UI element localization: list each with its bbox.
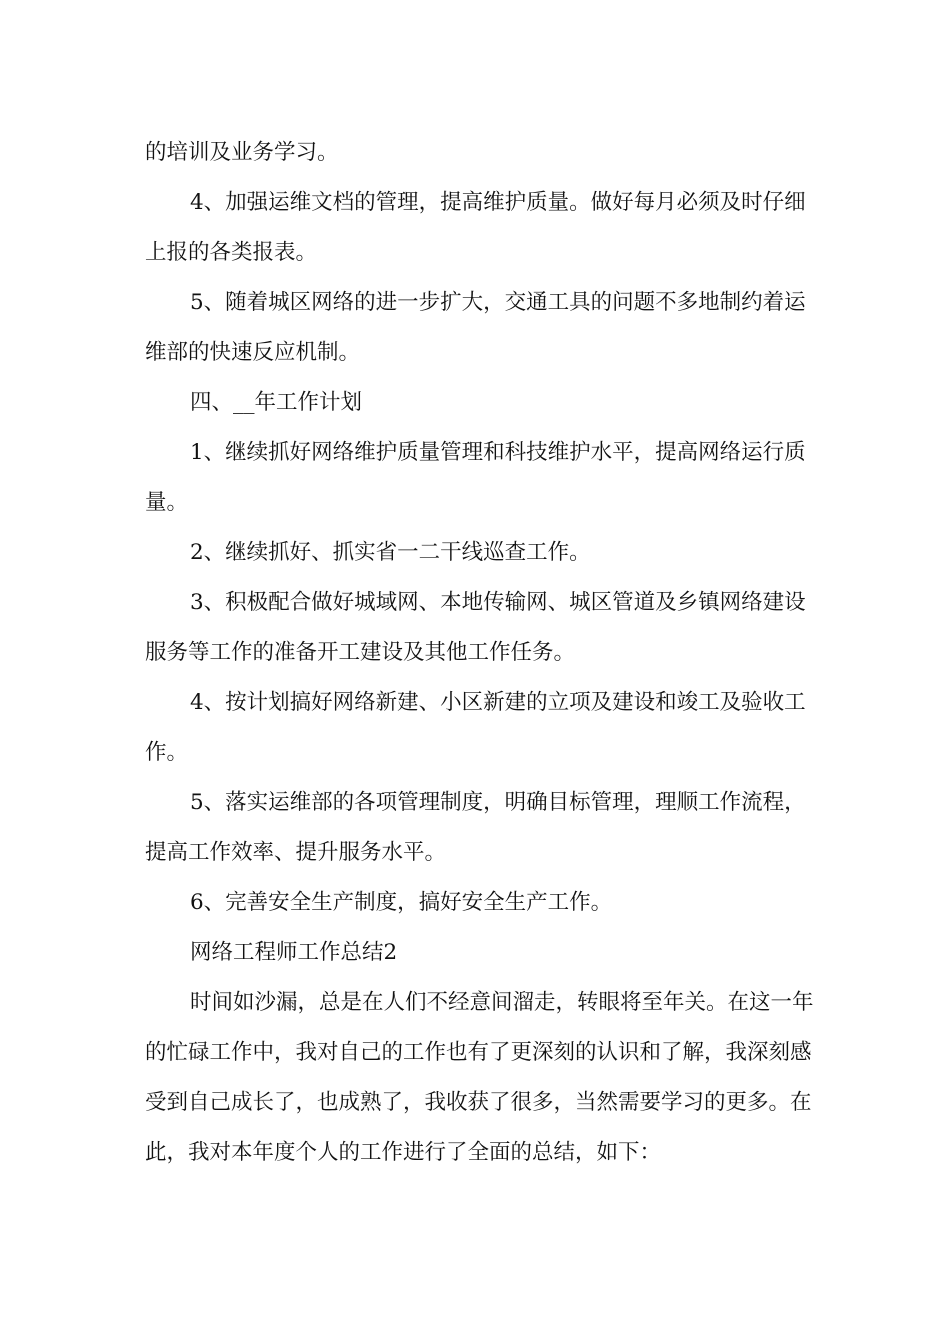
plan-item-6: 6、完善安全生产制度，搞好安全生产工作。 [190, 890, 613, 915]
plan-item-5: 5、落实运维部的各项管理制度，明确目标管理，理顺工作流程，提高工作效率、提升服务水平。 [145, 790, 806, 865]
paragraph-item-4-docs: 4、加强运维文档的管理，提高维护质量。做好每月必须及时仔细上报的各类报表。 [145, 190, 806, 265]
section-heading-plan: 四、__年工作计划 [190, 390, 363, 415]
paragraph-continuation: 的培训及业务学习。 [145, 140, 339, 165]
summary-intro-paragraph: 时间如沙漏，总是在人们不经意间溜走，转眼将至年关。在这一年的忙碌工作中，我对自己的工作也有了更深刻的认识和了解，我深刻感受到自己成长了，也成熟了，我收获了很多，当然需要学习的更多。在此，我对本年度个人的工作进行了全面的总结，如下： [145, 990, 814, 1165]
document-body [145, 128, 825, 1178]
plan-item-4: 4、按计划搞好网络新建、小区新建的立项及建设和竣工及验收工作。 [145, 690, 806, 765]
paragraph-item-5-transport: 5、随着城区网络的进一步扩大，交通工具的问题不多地制约着运维部的快速反应机制。 [145, 290, 806, 365]
plan-item-2: 2、继续抓好、抓实省一二干线巡查工作。 [190, 540, 591, 565]
plan-item-1: 1、继续抓好网络维护质量管理和科技维护水平，提高网络运行质量。 [145, 440, 806, 515]
plan-item-3: 3、积极配合做好城域网、本地传输网、城区管道及乡镇网络建设服务等工作的准备开工建设及其他工作任务。 [145, 590, 806, 665]
section-title-summary-2: 网络工程师工作总结2 [190, 940, 398, 965]
